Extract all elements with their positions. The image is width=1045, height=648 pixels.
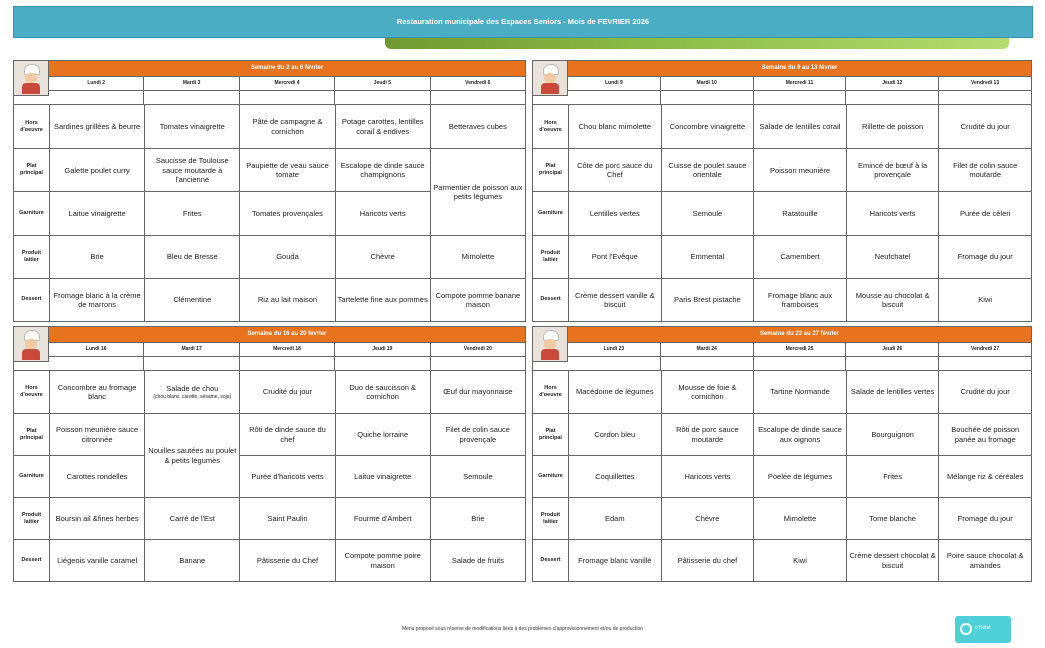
menu-cell: Mousse au chocolat & biscuit	[846, 278, 939, 321]
blank-row	[568, 90, 1031, 105]
logo-ring-icon	[960, 623, 972, 635]
menu-cell: Nouilles sautées au poulet & petits légumes	[144, 413, 239, 497]
menu-cell: Quiche lorraine	[335, 413, 430, 455]
menu-cell: Emmental	[661, 235, 754, 278]
menu-cell: Purée de céleri	[938, 191, 1031, 234]
menu-cell: Bouchée de poisson panée au fromage	[938, 413, 1031, 455]
row-label: Produit laitier	[14, 497, 49, 539]
menu-cell: Pont l'Evêque	[568, 235, 661, 278]
menu-cell: Parmentier de poisson aux petits légumes	[430, 148, 525, 234]
menu-cell: Escalope de dinde sauce aux oignons	[753, 413, 846, 455]
menu-cell: Chou blanc mimolette	[568, 105, 661, 148]
menu-cell: Compote pomme banane maison	[430, 278, 525, 321]
menu-cell: Compote pomme poire maison	[335, 539, 430, 581]
menu-cell: Riz au lait maison	[239, 278, 334, 321]
menu-cell: Concombre vinaigrette	[661, 105, 754, 148]
row-label: Garniture	[14, 191, 49, 234]
row-label: Plat principal	[14, 413, 49, 455]
page-title: Restauration municipale des Espaces Seniors - Mois de FEVRIER 2026	[13, 6, 1033, 38]
menu-cell: Paupiette de veau sauce tomate	[239, 148, 334, 191]
menu-cell: Boursin ail &fines herbes	[49, 497, 144, 539]
menu-cell: Purée d'haricots verts	[239, 455, 334, 497]
menu-cell: Haricots verts	[335, 191, 430, 234]
menu-cell: Lentilles vertes	[568, 191, 661, 234]
menu-cell: Tome blanche	[846, 497, 939, 539]
menu-cell: Potage carottes, lentilles corail & endives	[335, 105, 430, 148]
menu-cell: Mimolette	[430, 235, 525, 278]
menu-cell: Kiwi	[938, 278, 1031, 321]
blank-row	[568, 356, 1031, 371]
menu-cell: Salade de fruits	[430, 539, 525, 581]
row-label: Produit laitier	[533, 497, 568, 539]
menu-cell: Gouda	[239, 235, 334, 278]
menu-cell: Pâtisserie du Chef	[239, 539, 334, 581]
row-label: Plat principal	[533, 148, 568, 191]
day-header: Mercredi 25	[753, 343, 846, 357]
menu-cell: Concombre au fromage blanc	[49, 371, 144, 413]
menu-cell: Paris Brest pistache	[661, 278, 754, 321]
menu-cell: Salade de lentilles corail	[753, 105, 846, 148]
menu-cell: Rôti de dinde sauce du chef	[239, 413, 334, 455]
menu-cell: Fromage blanc à la crème de marrons	[49, 278, 144, 321]
menu-cell: Fromage du jour	[938, 497, 1031, 539]
week-panel-4	[532, 326, 1032, 582]
row-label: Garniture	[14, 455, 49, 497]
day-header: Mercredi 11	[753, 77, 846, 91]
week-header: Semaine du 9 au 13 février	[568, 61, 1031, 76]
day-header: Mardi 24	[660, 343, 753, 357]
row-label: Garniture	[533, 191, 568, 234]
menu-cell: Crudité du jour	[938, 371, 1031, 413]
menu-cell: Frites	[144, 191, 239, 234]
day-header-row	[568, 342, 1031, 357]
menu-cell: Liégeois vanille caramel	[49, 539, 144, 581]
day-header: Vendredi 13	[938, 77, 1031, 91]
menu-cell: Bleu de Bresse	[144, 235, 239, 278]
row-label: Hors d'oeuvre	[20, 119, 43, 133]
menu-cell: Haricots verts	[661, 455, 754, 497]
week-header: Semaine du 2 au 6 février	[49, 61, 525, 76]
blank-row	[49, 356, 525, 371]
menu-cell: Rillette de poisson	[846, 105, 939, 148]
menu-cell: Carré de l'Est	[144, 497, 239, 539]
menu-cell: Mimolette	[753, 497, 846, 539]
row-label: Dessert	[533, 278, 568, 321]
menu-cell: Œuf dur mayonnaise	[430, 371, 525, 413]
day-header: Jeudi 26	[845, 343, 938, 357]
menu-cell: Pâté de campagne & cornichon	[239, 105, 334, 148]
menu-cell: Semoule	[661, 191, 754, 234]
menu-cell: Cordon bleu	[568, 413, 661, 455]
menu-cell: Frites	[846, 455, 939, 497]
day-header: Vendredi 6	[430, 77, 525, 91]
day-header-row	[568, 76, 1031, 91]
menu-cell: Brie	[49, 235, 144, 278]
day-header: Mardi 10	[660, 77, 753, 91]
menu-cell: Clémentine	[144, 278, 239, 321]
menu-cell: Salade de lentilles vertes	[846, 371, 939, 413]
menu-grid	[14, 370, 525, 581]
day-header: Jeudi 5	[334, 77, 429, 91]
menu-grid	[14, 104, 525, 321]
menu-cell: Côte de porc sauce du Chef	[568, 148, 661, 191]
menu-cell: Poire sauce chocolat & amandes	[938, 539, 1031, 581]
day-header: Lundi 23	[603, 346, 625, 352]
menu-cell: Chèvre	[335, 235, 430, 278]
menu-cell: Duo de saucisson & cornichon	[335, 371, 430, 413]
week-header: Semaine du 23 au 27 février	[568, 327, 1031, 342]
row-label: Hors d'oeuvre	[539, 119, 562, 133]
menu-cell: Macédoine de légumes	[568, 371, 661, 413]
menu-cell: Brie	[430, 497, 525, 539]
menu-cell: Betteraves cubes	[430, 105, 525, 148]
menu-cell: Neufchatel	[846, 235, 939, 278]
menu-cell	[144, 371, 239, 413]
menu-cell: Bourguignon	[846, 413, 939, 455]
week-panel-3	[13, 326, 526, 582]
menu-cell: Pâtisserie du chef	[661, 539, 754, 581]
menu-cell: Laitue vinaigrette	[335, 455, 430, 497]
footer-note: Menu proposé sous réserve de modifications liées à des problèmes d'approvisionnement et/ou de production	[401, 626, 644, 632]
menu-cell: Fourme d'Ambert	[335, 497, 430, 539]
menu-cell: Crudité du jour	[938, 105, 1031, 148]
menu-cell: Cuisse de poulet sauce orientale	[661, 148, 754, 191]
menu-cell: Crème dessert vanille & biscuit	[568, 278, 661, 321]
menu-cell: Kiwi	[753, 539, 846, 581]
menu-cell-main: Salade de chou	[166, 384, 219, 394]
day-header: Lundi 2	[87, 80, 106, 86]
logo-text: o'Hébé	[975, 625, 991, 631]
menu-cell: Saucisse de Toulouse sauce moutarde à l'ancienne	[144, 148, 239, 191]
menu-cell: Escalope de dinde sauce champignons	[335, 148, 430, 191]
day-header: Mardi 17	[143, 343, 238, 357]
day-header: Lundi 16	[85, 346, 107, 352]
menu-cell-note: (chou blanc, carotte, sésame, soja)	[153, 393, 232, 400]
day-header: Mercredi 4	[239, 77, 334, 91]
day-header-row	[49, 342, 525, 357]
logo	[955, 616, 1011, 643]
menu-cell: Filet de colin sauce moutarde	[938, 148, 1031, 191]
menu-cell: Poisson meunière sauce citronnée	[49, 413, 144, 455]
menu-cell: Chèvre	[661, 497, 754, 539]
day-header: Mercredi 18	[239, 343, 334, 357]
row-label: Hors d'oeuvre	[539, 385, 562, 398]
menu-cell: Fromage blanc aux framboises	[753, 278, 846, 321]
menu-cell: Tomates provençales	[239, 191, 334, 234]
menu-cell: Emincé de bœuf à la provençale	[846, 148, 939, 191]
row-label: Plat principal	[533, 413, 568, 455]
menu-cell: Filet de colin sauce provençale	[430, 413, 525, 455]
week-panel-2	[532, 60, 1032, 322]
menu-cell: Banane	[144, 539, 239, 581]
chef-icon	[533, 327, 568, 362]
menu-cell: Crème dessert chocolat & biscuit	[846, 539, 939, 581]
menu-cell: Camembert	[753, 235, 846, 278]
menu-cell: Edam	[568, 497, 661, 539]
menu-grid	[533, 370, 1031, 581]
chef-icon	[14, 327, 49, 362]
menu-cell: Haricots verts	[846, 191, 939, 234]
blank-row	[49, 90, 525, 105]
menu-cell: Fromage blanc vanillé	[568, 539, 661, 581]
week-header: Semaine du 16 au 20 février	[49, 327, 525, 342]
menu-cell: Fromage du jour	[938, 235, 1031, 278]
day-header-row	[49, 76, 525, 91]
row-label: Dessert	[533, 539, 568, 581]
menu-cell: Poelée de légumes	[753, 455, 846, 497]
menu-cell: Sardines grillées & beurre	[49, 105, 144, 148]
row-label: Dessert	[14, 278, 49, 321]
day-header: Lundi 9	[605, 80, 623, 86]
menu-cell: Poisson meunière	[753, 148, 846, 191]
week-panel-1	[13, 60, 526, 322]
menu-cell: Mélange riz & céréales	[938, 455, 1031, 497]
row-label: Plat principal	[14, 148, 49, 191]
menu-cell: Rôti de porc sauce moutarde	[661, 413, 754, 455]
menu-cell: Semoule	[430, 455, 525, 497]
menu-cell: Saint Paulin	[239, 497, 334, 539]
row-label: Produit laitier	[14, 235, 49, 278]
menu-cell: Tomates vinaigrette	[144, 105, 239, 148]
menu-cell: Tartine Normande	[753, 371, 846, 413]
row-label: Dessert	[14, 539, 49, 581]
day-header: Vendredi 27	[938, 343, 1031, 357]
menu-cell: Mousse de foie & cornichon	[661, 371, 754, 413]
menu-cell: Galette poulet curry	[49, 148, 144, 191]
menu-cell: Coquillettes	[568, 455, 661, 497]
day-header: Vendredi 20	[430, 343, 525, 357]
menu-cell: Ratatouille	[753, 191, 846, 234]
menu-grid	[533, 104, 1031, 321]
day-header: Mardi 3	[143, 77, 238, 91]
day-header: Jeudi 19	[334, 343, 429, 357]
row-label: Garniture	[533, 455, 568, 497]
row-label: Produit laitier	[533, 235, 568, 278]
chef-icon	[14, 61, 49, 96]
menu-cell: Tartelette fine aux pommes	[335, 278, 430, 321]
menu-cell: Crudité du jour	[239, 371, 334, 413]
chef-icon	[533, 61, 568, 96]
day-header: Jeudi 12	[845, 77, 938, 91]
decorative-green-bar	[385, 38, 1009, 49]
menu-cell: Laitue vinaigrette	[49, 191, 144, 234]
row-label: Hors d'oeuvre	[20, 385, 43, 398]
menu-cell: Carottes rondelles	[49, 455, 144, 497]
